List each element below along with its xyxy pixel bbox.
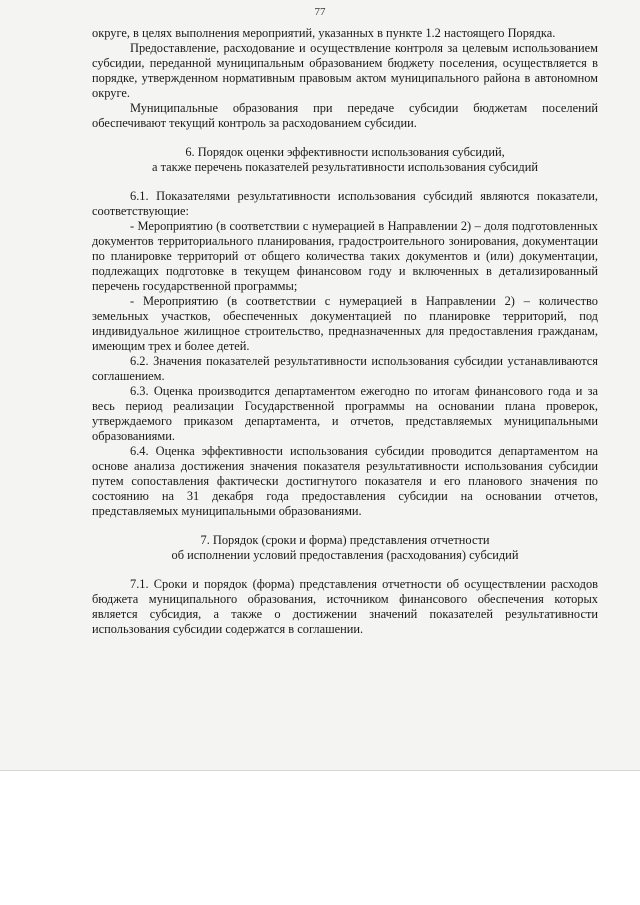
section-6-heading xyxy=(92,145,598,175)
paragraph-6-1-item-2: - Мероприятию (в соответствии с нумерацией в Направлении 2) – количество земельных участков, обеспеченных документацией по планировке территорий, под индивидуальное жилищное строительство, предназначенных для предоставления гражданам, имеющим трех и более детей. xyxy=(92,294,598,353)
paragraph-current-control: Муниципальные образования при передаче субсидии бюджетам поселений обеспечивают текущий контроль за расходованием субсидии. xyxy=(92,101,598,130)
section-7-heading-line-1: 7. Порядок (сроки и форма) представления отчетности xyxy=(200,533,490,547)
section-7-heading-line-2: об исполнении условий предоставления (расходования) субсидий xyxy=(171,548,519,562)
paragraph-6-4: 6.4. Оценка эффективности использования субсидии проводится департаментом на основе анализа достижения значения показателя результативности использования субсидии путем сопоставления фактически достигнутого показателя и его планового значения по состоянию на 31 декабря года предоставления субсидии на основании отчетов, представляемых муниципальными образованиями. xyxy=(92,444,598,518)
paragraph-7-1: 7.1. Сроки и порядок (форма) представления отчетности об осуществлении расходов бюджета муниципального образования, источником финансового обеспечения которых является субсидия, а также о достижении значений показателей результативности использования субсидии содержатся в соглашении. xyxy=(92,577,598,636)
section-7-heading xyxy=(92,533,598,563)
paragraph-6-1-item-1: - Мероприятию (в соответствии с нумерацией в Направлении 2) – доля подготовленных документов территориального планирования, градостроительного зонирования, документации по планировке территорий от общего количества таких документов и (или) документации, подлежащих подготовке в текущем финансовом году и включенных в детализированный перечень государственной программы; xyxy=(92,219,598,293)
section-6-heading-line-1: 6. Порядок оценки эффективности использования субсидий, xyxy=(185,145,505,159)
paragraph-6-2: 6.2. Значения показателей результативности использования субсидии устанавливаются соглашением. xyxy=(92,354,598,383)
paragraph-6-1: 6.1. Показателями результативности использования субсидий являются показатели, соответствующие: xyxy=(92,189,598,218)
page-body xyxy=(92,26,598,637)
paragraph-6-3: 6.3. Оценка производится департаментом ежегодно по итогам финансового года и за весь период реализации Государственной программы на основании плана проверок, утверждаемого приказом департамента, и отчетов, представляемых муниципальными образованиями. xyxy=(92,384,598,443)
section-6-heading-line-2: а также перечень показателей результативности использования субсидий xyxy=(151,160,539,174)
paragraph-continuation: округе, в целях выполнения мероприятий, указанных в пункте 1.2 настоящего Порядка. xyxy=(92,26,556,40)
paragraph-subsidy-usage: Предоставление, расходование и осуществление контроля за целевым использованием субсидии, переданной муниципальным образованием бюджету поселения, осуществляется в порядке, утвержденном нормативным правовым актом муниципального района в автономном округе. xyxy=(92,41,598,100)
page-number: 77 xyxy=(314,6,326,18)
